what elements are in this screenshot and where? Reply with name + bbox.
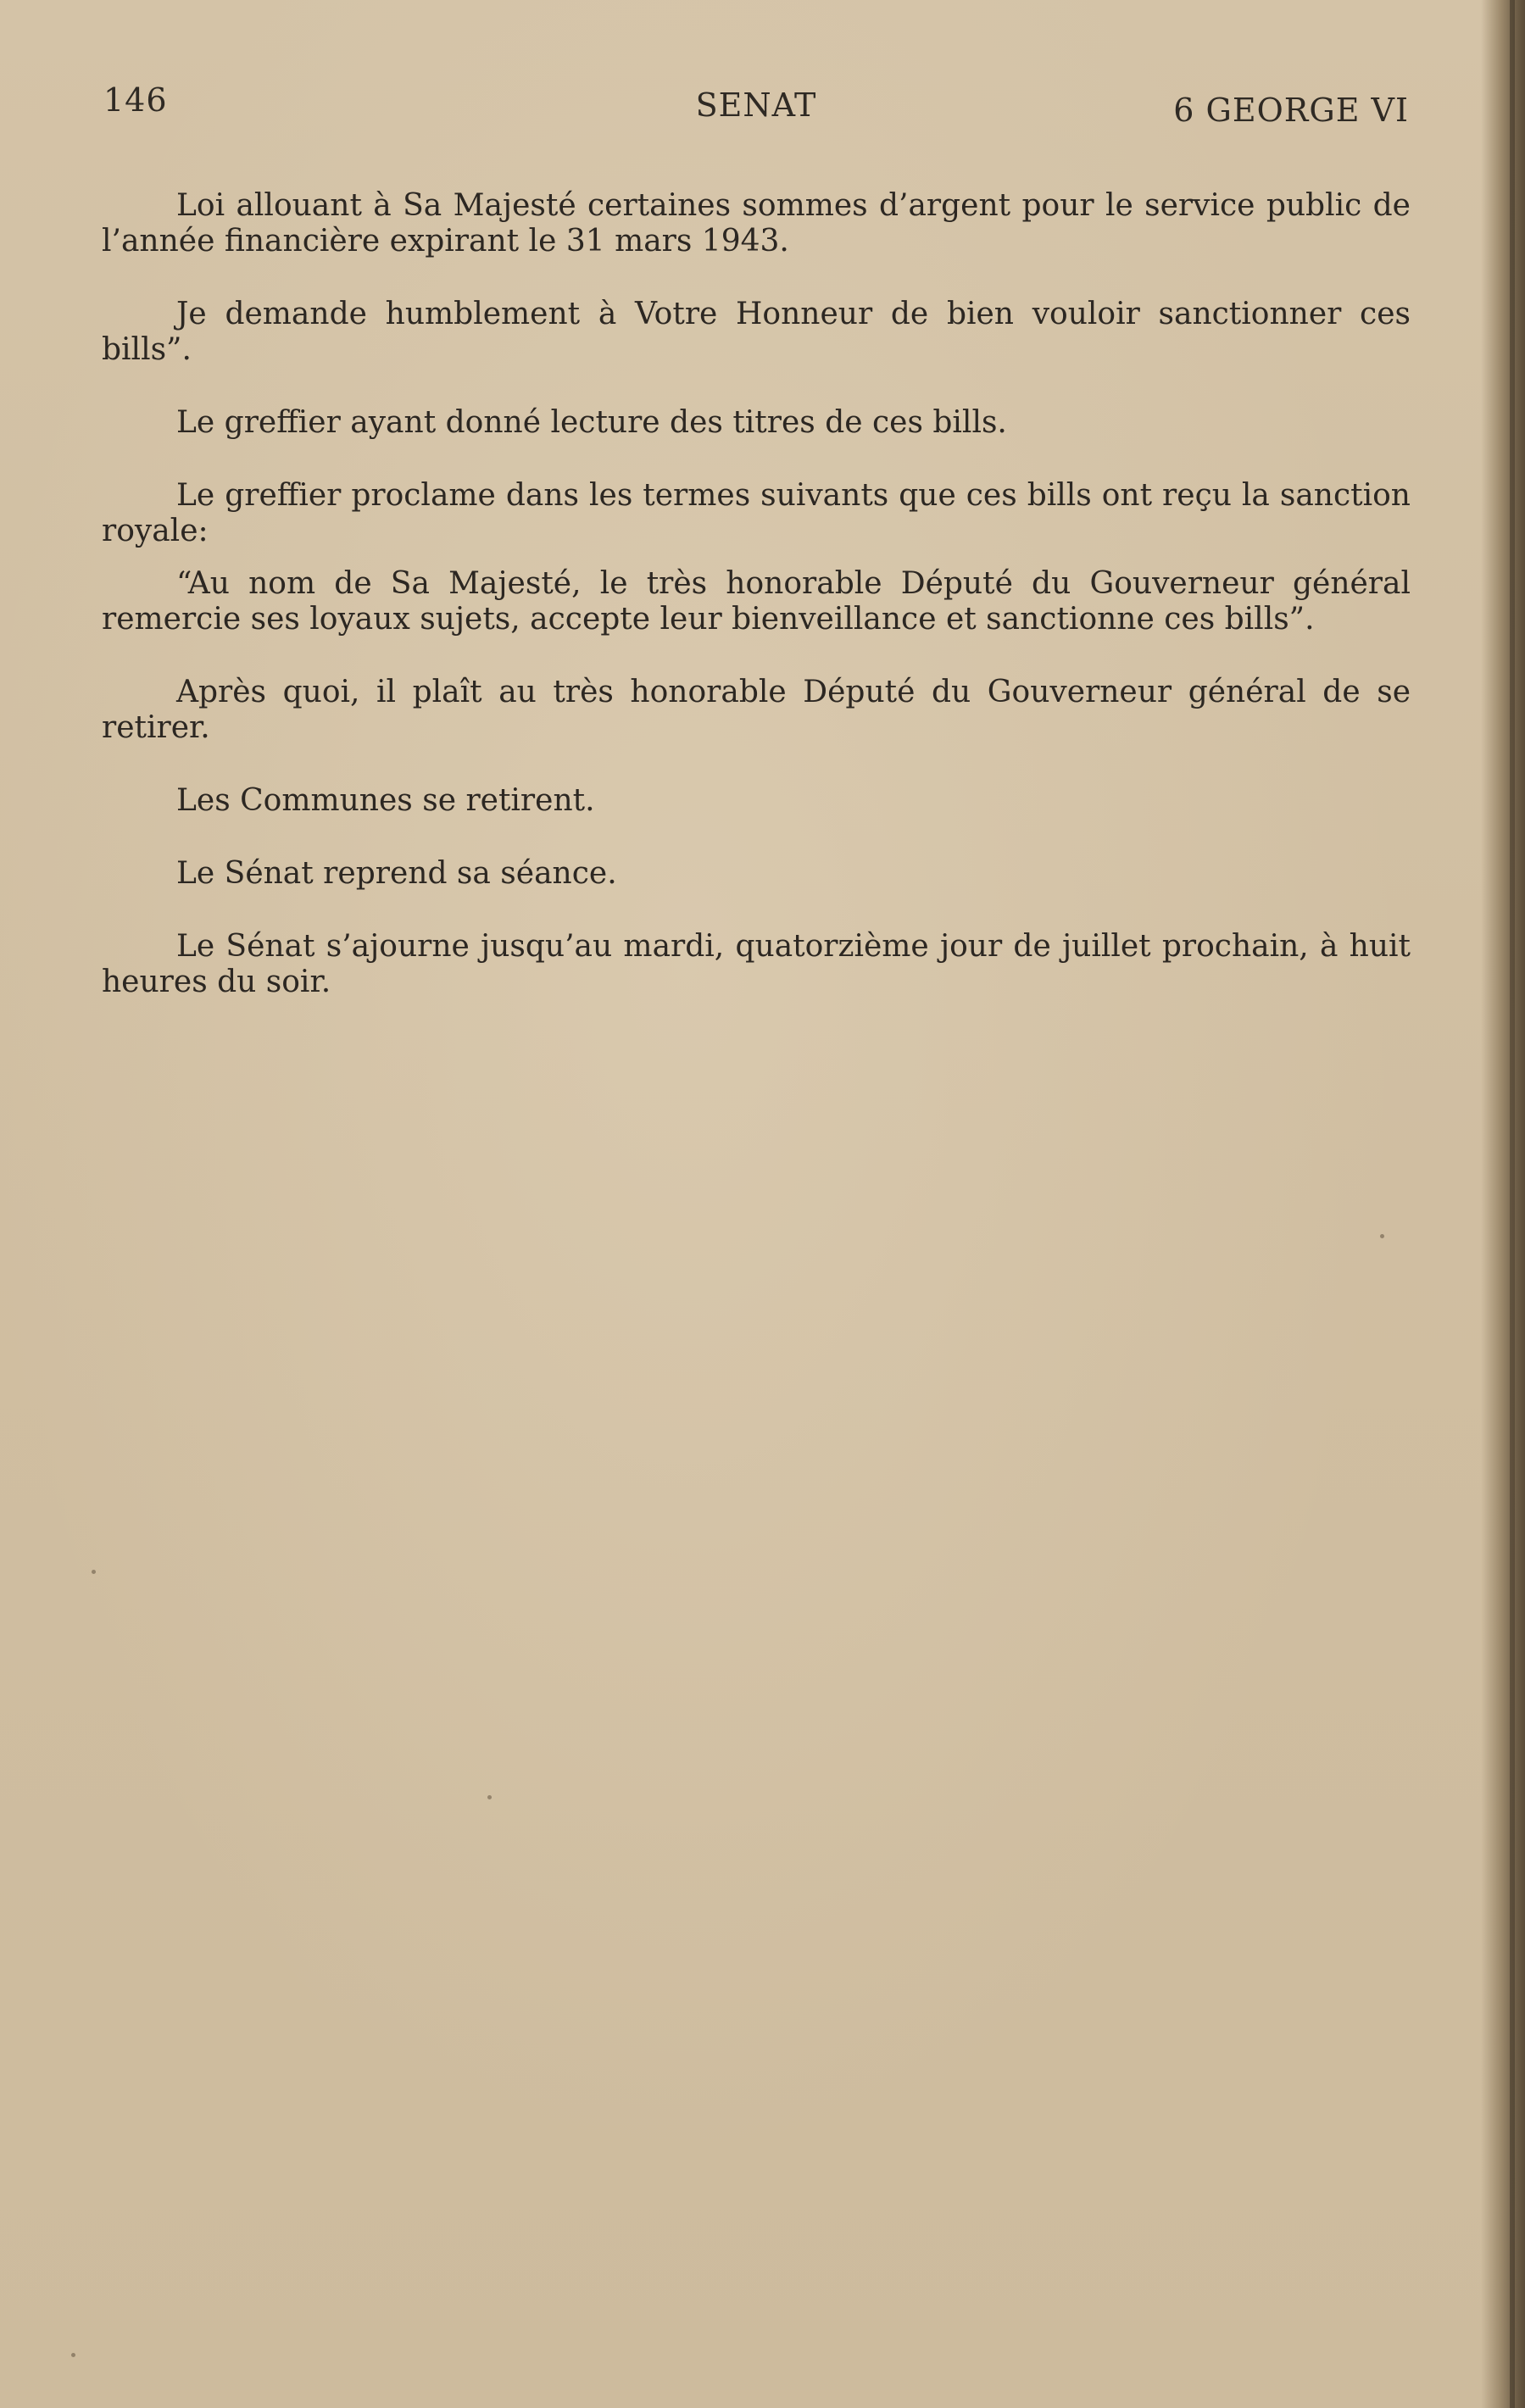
page-number: 146 — [103, 81, 168, 119]
body-text — [102, 188, 1411, 1037]
paper-speck — [487, 1795, 492, 1799]
paragraph-adjournment: Le Sénat s’ajourne jusqu’au mardi, quatorzième jour de juillet prochain, à huit heures du soir. — [102, 929, 1411, 999]
paragraph-commons-withdraw: Les Communes se retirent. — [176, 783, 595, 818]
regnal-year: 6 GEORGE VI — [1173, 92, 1409, 129]
running-title: SENAT — [695, 86, 817, 124]
paper-speck — [1380, 1234, 1384, 1238]
paragraph-request-assent: Je demande humblement à Votre Honneur de bien vouloir sanctionner ces bills”. — [102, 297, 1411, 367]
paragraph-clerk-reading: Le greffier ayant donné lecture des titres de ces bills. — [176, 405, 1007, 440]
paragraph-supply-bill: Loi allouant à Sa Majesté certaines sommes d’argent pour le service public de l’année financière expirant le 31 mars 1943. — [102, 188, 1411, 259]
book-spine-shadow — [1481, 0, 1525, 2408]
paragraph-senate-resumes: Le Sénat reprend sa séance. — [176, 856, 617, 891]
paragraph-royal-assent-formula: “Au nom de Sa Majesté, le très honorable Député du Gouverneur général remercie ses loyaux sujets, accepte leur bienveillance et sanctionne ces bills”. — [102, 566, 1411, 637]
paragraph-deputy-retires: Après quoi, il plaît au très honorable Député du Gouverneur général de se retirer. — [102, 675, 1411, 745]
running-head — [103, 81, 1409, 132]
paper-speck — [71, 2353, 75, 2357]
paper-speck — [92, 1570, 96, 1574]
book-spine-edge — [1510, 0, 1515, 2408]
paragraph-clerk-proclaims: Le greffier proclame dans les termes suivants que ces bills ont reçu la sanction royale: — [102, 478, 1411, 548]
